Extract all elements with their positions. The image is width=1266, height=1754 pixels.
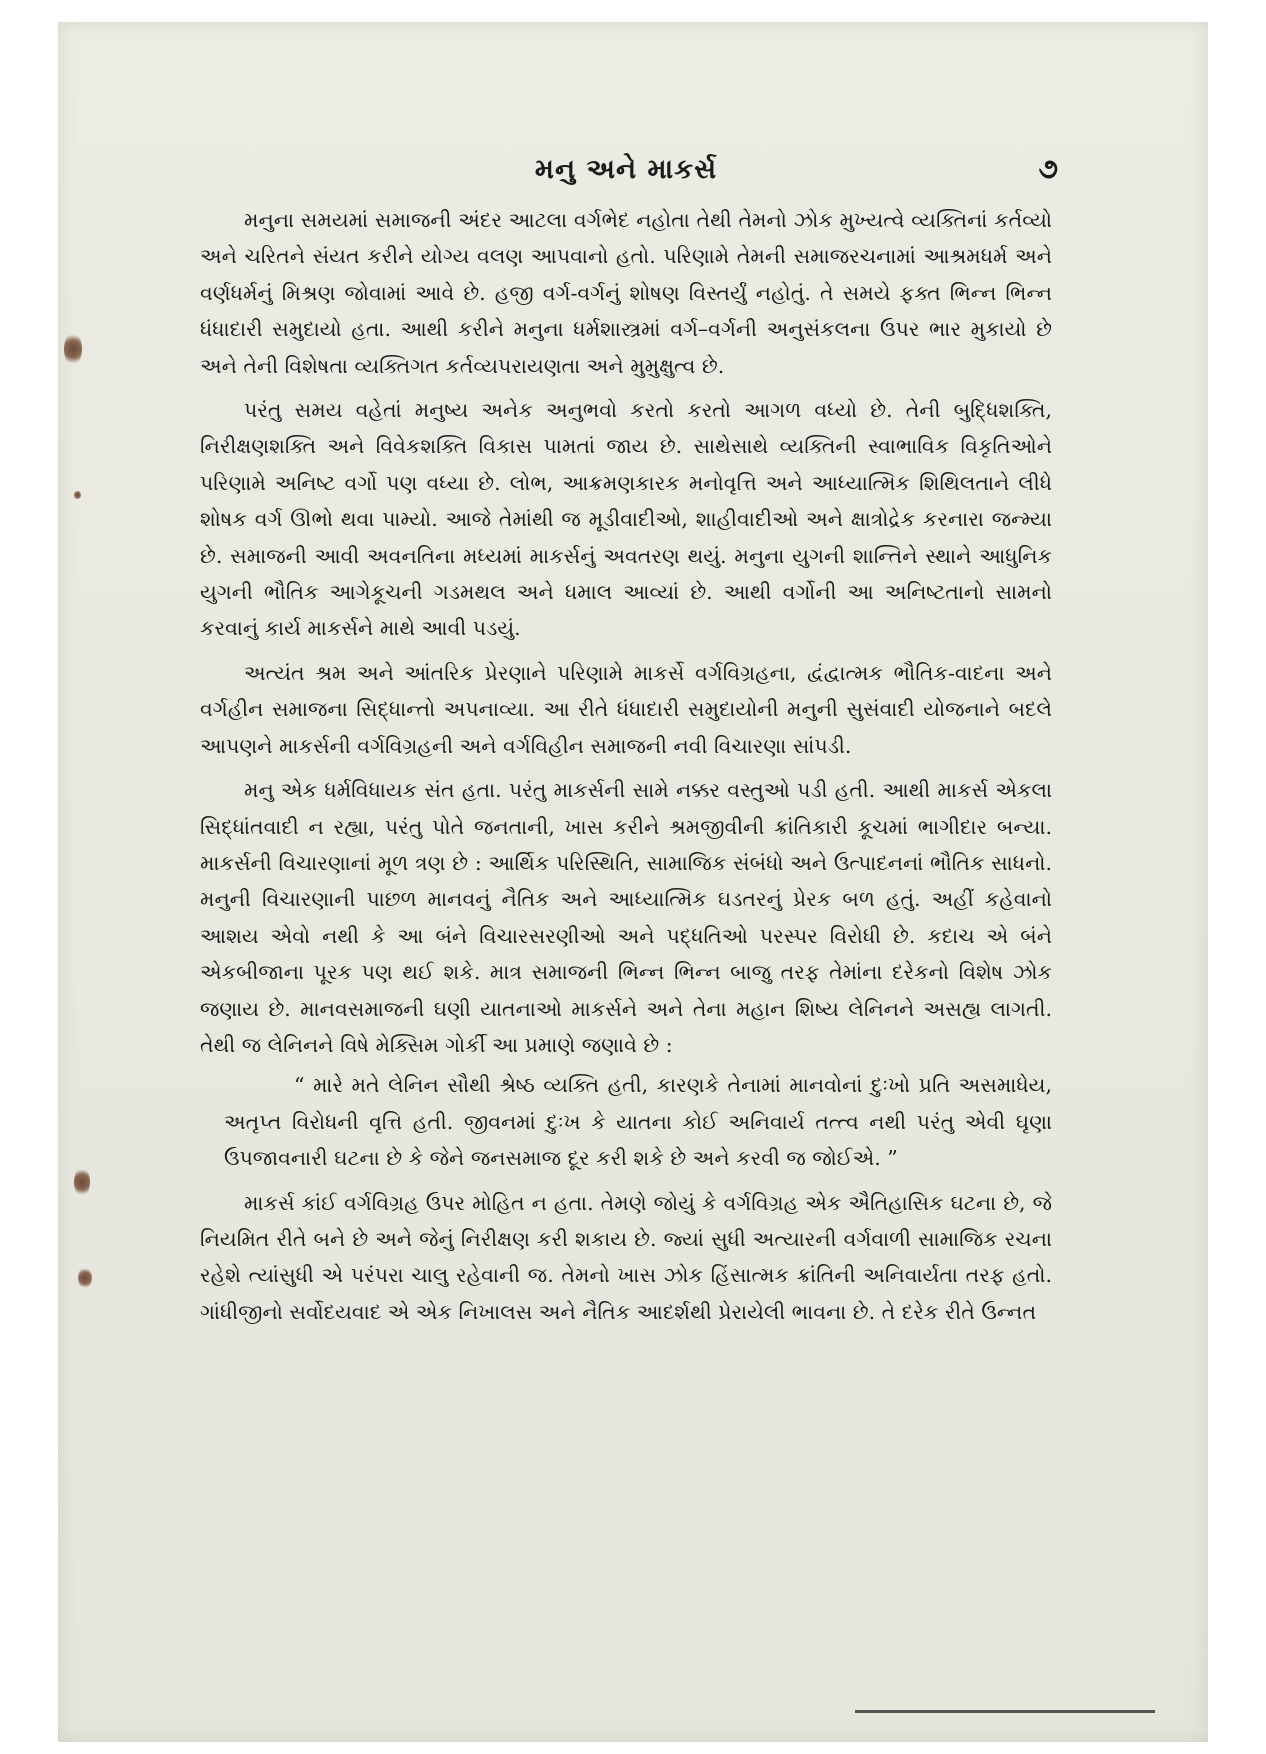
stain-mark-2	[74, 490, 81, 500]
page-header	[200, 150, 1058, 192]
book-page	[200, 150, 1058, 1338]
body-text	[200, 202, 1052, 1330]
paragraph: મનુના સમયમાં સમાજની અંદર આટલા વર્ગભેદ નહોતા તેથી તેમનો ઝોક મુખ્યત્વે વ્યક્તિનાં કર્તવ્યો અને ચરિતને સંયત કરીને યોગ્ય વલણ આપવાનો હતો. પરિણામે તેમની સમાજરચનામાં આશ્રમધર્મ અને વર્ણધર્મનું મિશ્રણ જોવામાં આવે છે. હજી વર્ગ-વર્ગનું શોષણ વિસ્તર્યું નહોતું. તે સમયે ફક્ત ભિન્ન ભિન્ન ધંધાદારી સમુદાયો હતા. આથી કરીને મનુના ધર્મશાસ્ત્રમાં વર્ગ–વર્ગની અનુસંકલના ઉપર ભાર મુકાયો છે અને તેની વિશેષતા વ્યક્તિગત કર્તવ્યપરાયણતા અને મુમુક્ષુત્વ છે.	[200, 208, 1052, 378]
paragraph: અત્યંત શ્રમ અને આંતરિક પ્રેરણાને પરિણામે માકર્સે વર્ગવિગ્રહના, દ્વંદ્વાત્મક ભૌતિક-વાદના અને વર્ગહીન સમાજના સિદ્ધાન્તો અપનાવ્યા. આ રીતે ધંધાદારી સમુદાયોની મનુની સુસંવાદી યોજનાને બદલે આપણને માકર્સની વર્ગવિગ્રહની અને વર્ગવિહીન સમાજની નવી વિચારણા સાંપડી.	[200, 660, 1052, 758]
paragraph: મનુ એક ધર્મવિધાયક સંત હતા. પરંતુ માકર્સની સામે નક્કર વસ્તુઓ પડી હતી. આથી માકર્સ એકલા સિદ્ધાંતવાદી ન રહ્યા, પરંતુ પોતે જનતાની, ખાસ કરીને શ્રમજીવીની ક્રાંતિકારી કૂચમાં ભાગીદાર બન્યા. માકર્સની વિચારણાનાં મૂળ ત્રણ છે : આર્થિક પરિસ્થિતિ, સામાજિક સંબંધો અને ઉત્પાદનનાં ભૌતિક સાધનો. મનુની વિચારણાની પાછળ માનવનું નૈતિક અને આધ્યાત્મિક ઘડતરનું પ્રેરક બળ હતું. અહીં કહેવાનો આશય એવો નથી કે આ બંને વિચારસરણીઓ અને પદ્ધતિઓ પરસ્પર વિરોધી છે. કદાચ એ બંને એકબીજાના પૂરક પણ થઈ શકે. માત્ર સમાજની ભિન્ન ભિન્ન બાજુ તરફ તેમાંના દરેકનો વિશેષ ઝોક જણાય છે. માનવસમાજની ઘણી યાતનાઓ માકર્સને અને તેના મહાન શિષ્ય લેનિનને અસહ્ય લાગતી. તેથી જ લેનિનને વિષે મેક્સિમ ગોર્કી આ પ્રમાણે જણાવે છે :	[200, 778, 1052, 1057]
paragraph: પરંતુ સમય વહેતાં મનુષ્ય અનેક અનુભવો કરતો કરતો આગળ વધ્યો છે. તેની બુદ્ધિશક્તિ, નિરીક્ષણશક્તિ અને વિવેકશક્તિ વિકાસ પામતાં જાય છે. સાથેસાથે વ્યક્તિની સ્વાભાવિક વિકૃતિઓને પરિણામે અનિષ્ટ વર્ગો પણ વધ્યા છે. લોભ, આક્રમણકારક મનોવૃત્તિ અને આધ્યાત્મિક શિથિલતાને લીધે શોષક વર્ગ ઊભો થવા પામ્યો. આજે તેમાંથી જ મૂડીવાદીઓ, શાહીવાદીઓ અને ક્ષાત્રોદ્રેક કરનારા જન્મ્યા છે. સમાજની આવી અવનતિના મધ્યમાં માકર્સનું અવતરણ થયું. મનુના યુગની શાન્તિને સ્થાને આધુનિક યુગની ભૌતિક આગેકૂચની ગડમથલ અને ધમાલ આવ્યાં છે. આથી વર્ગોની આ અનિષ્ટતાનો સામનો કરવાનું કાર્ય માકર્સને માથે આવી પડયું.	[200, 398, 1052, 641]
bottom-rule	[855, 1710, 1155, 1713]
stain-mark-1	[64, 332, 82, 366]
block-quote: “ મારે મતે લેનિન સૌથી શ્રેષ્ઠ વ્યક્તિ હતી, કારણકે તેનામાં માનવોનાં દુઃખો પ્રતિ અસમાધેય, અતૃપ્ત વિરોધની વૃત્તિ હતી. જીવનમાં દુઃખ કે યાતના કોઈ અનિવાર્ય તત્ત્વ નથી પરંતુ એવી ઘૃણા ઉપજાવનારી ઘટના છે કે જેને જનસમાજ દૂર કરી શકે છે અને કરવી જ જોઈએ. ”	[224, 1073, 1052, 1171]
page-number: ૭	[1038, 152, 1058, 185]
stain-mark-4	[78, 1267, 92, 1289]
stain-mark-3	[74, 1167, 90, 1197]
running-title: મનુ અને માકર્સ	[534, 154, 718, 185]
paragraph: માકર્સ કાંઈ વર્ગવિગ્રહ ઉપર મોહિત ન હતા. તેમણે જોયું કે વર્ગવિગ્રહ એક ઐતિહાસિક ઘટના છે, જે નિયમિત રીતે બને છે અને જેનું નિરીક્ષણ કરી શકાય છે. જ્યાં સુધી અત્યારની વર્ગવાળી સામાજિક રચના રહેશે ત્યાંસુધી એ પરંપરા ચાલુ રહેવાની જ. તેમનો ખાસ ઝોક હિંસાત્મક ક્રાંતિની અનિવાર્યતા તરફ હતો. ગાંધીજીનો સર્વોદયવાદ એ એક નિખાલસ અને નૈતિક આદર્શથી પ્રેરાયેલી ભાવના છે. તે દરેક રીતે ઉન્નત	[200, 1190, 1052, 1324]
